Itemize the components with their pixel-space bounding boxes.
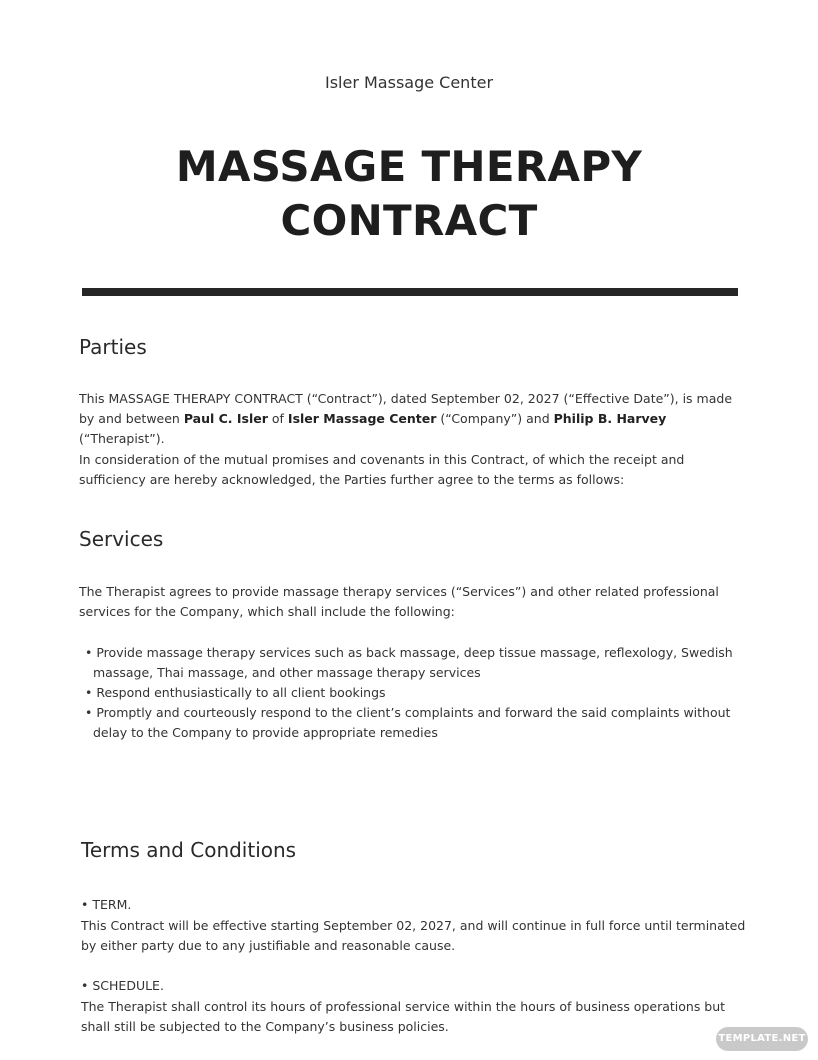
list-item: • Respond enthusiastically to all client bookings (85, 683, 755, 703)
party-company: Isler Massage Center (287, 411, 437, 426)
list-item: • Promptly and courteously respond to the client’s complaints and forward the said complaints without delay to the Company to provide appropriate remedies (85, 703, 755, 743)
title-line-2: CONTRACT (280, 196, 538, 245)
title-line-1: MASSAGE THERAPY (175, 142, 643, 191)
term-label: • TERM. (81, 897, 131, 912)
parties-heading: Parties (79, 335, 147, 359)
term-text: This Contract will be effective starting September 02, 2027, and will continue in full force until terminated by either party due to any justifiable and reasonable cause. (81, 918, 746, 953)
services-list (85, 643, 755, 743)
parties-text-b: of (267, 411, 288, 426)
watermark-badge: TEMPLATE.NET (716, 1027, 808, 1051)
parties-text-a: This MASSAGE THERAPY CONTRACT (“Contract”), dated September 02, 2027 (“Effective Date”), is made by and between (79, 391, 733, 426)
services-heading: Services (79, 527, 164, 551)
schedule-label: • SCHEDULE. (81, 978, 164, 993)
party-name-2: Philip B. Harvey (553, 411, 667, 426)
schedule-text: The Therapist shall control its hours of professional service within the hours of business operations but shall still be subjected to the Company’s business policies. (81, 999, 726, 1034)
parties-paragraph-2: In consideration of the mutual promises and covenants in this Contract, of which the receipt and sufficiency are hereby acknowledged, the Parties further agree to the terms as follows: (79, 452, 685, 487)
party-name-1: Paul C. Isler (183, 411, 268, 426)
parties-paragraph-1 (79, 389, 744, 449)
document-title (0, 140, 818, 248)
terms-heading: Terms and Conditions (81, 838, 297, 862)
title-divider (82, 288, 738, 296)
list-item: • Provide massage therapy services such as back massage, deep tissue massage, reflexology, Swedish massage, Thai massage, and other massage therapy services (85, 643, 755, 683)
parties-text-c: (“Company”) and (436, 411, 554, 426)
parties-text-d: (“Therapist”). (79, 431, 165, 446)
services-intro: The Therapist agrees to provide massage therapy services (“Services”) and other related professional services for the Company, which shall include the following: (79, 584, 719, 619)
company-name: Isler Massage Center (324, 73, 494, 92)
